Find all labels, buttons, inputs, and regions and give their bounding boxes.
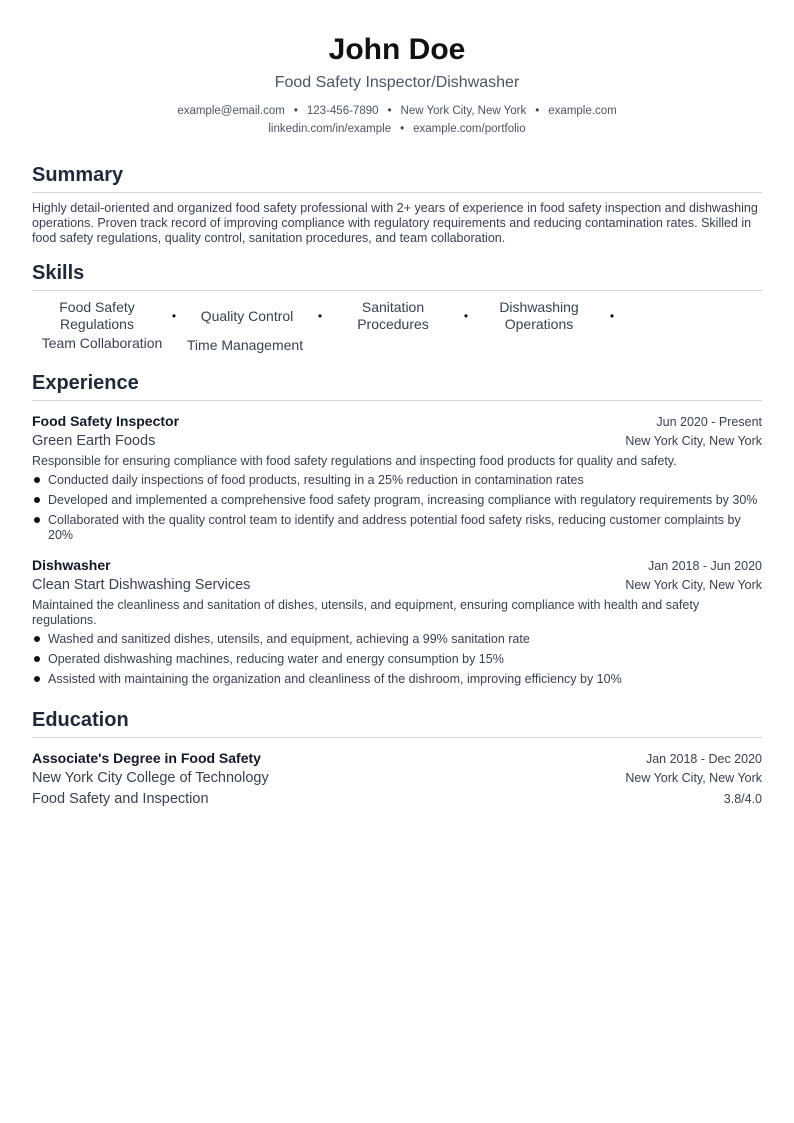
summary-text: Highly detail-oriented and organized food safety professional with 2+ years of experience in food safety inspection and dishwashing operations. Proven track record of improving compliance with regulatory requirements and reducing contamination rates. Skilled in food safety regulations, quality control, sanitation procedures, and team collaboration. bbox=[32, 201, 758, 245]
bullet-icon bbox=[34, 517, 40, 523]
job-date: Jun 2020 - Present bbox=[656, 415, 762, 429]
degree: Associate's Degree in Food Safety bbox=[32, 750, 261, 766]
portfolio-link[interactable]: example.com/portfolio bbox=[413, 123, 526, 135]
experience-section bbox=[32, 370, 762, 687]
job-bullets bbox=[32, 632, 762, 687]
separator-dot: • bbox=[400, 123, 405, 135]
linkedin-link[interactable]: linkedin.com/in/example bbox=[268, 123, 392, 135]
phone-number: 123-456-7890 bbox=[306, 105, 379, 117]
education-section bbox=[32, 707, 762, 810]
skill-item: Quality Control bbox=[200, 307, 294, 324]
job-location: New York City, New York bbox=[625, 434, 762, 448]
bullet-text: Washed and sanitized dishes, utensils, and equipment, achieving a 99% sanitation rate bbox=[48, 632, 530, 646]
candidate-name: John Doe bbox=[328, 33, 466, 66]
skill-item: Time Management bbox=[186, 337, 304, 353]
skills-heading: Skills bbox=[32, 260, 762, 291]
candidate-title: Food Safety Inspector/Dishwasher bbox=[274, 74, 520, 91]
list-item bbox=[32, 652, 762, 667]
skill-item: Sanitation Procedures bbox=[357, 299, 429, 332]
job-description: Responsible for ensuring compliance with food safety regulations and inspecting food products for quality and safety. bbox=[32, 454, 677, 468]
skill-item: Team Collaboration bbox=[41, 335, 163, 351]
bullet-text: Collaborated with the quality control team to identify and address potential food safety risks, reducing customer complaints by 20% bbox=[48, 513, 741, 542]
field-of-study: Food Safety and Inspection bbox=[32, 791, 209, 807]
job-company: Green Earth Foods bbox=[32, 433, 156, 449]
separator-dot: • bbox=[463, 309, 469, 323]
skill-item: Food Safety Regulations bbox=[59, 299, 135, 332]
list-item bbox=[32, 672, 762, 687]
bullet-text: Operated dishwashing machines, reducing water and energy consumption by 15% bbox=[48, 652, 504, 666]
contact-line-2 bbox=[32, 120, 762, 138]
contact-line-1 bbox=[32, 102, 762, 120]
skills-section bbox=[32, 260, 762, 354]
experience-heading: Experience bbox=[32, 370, 762, 401]
bullet-icon bbox=[34, 676, 40, 682]
skill-item: Dishwashing Operations bbox=[499, 299, 579, 332]
location: New York City, New York bbox=[400, 105, 527, 117]
job-role: Food Safety Inspector bbox=[32, 413, 180, 429]
job-description: Maintained the cleanliness and sanitation of dishes, utensils, and equipment, ensuring compliance with health and safety regulations. bbox=[32, 598, 700, 627]
bullet-icon bbox=[34, 636, 40, 642]
bullet-text: Conducted daily inspections of food products, resulting in a 25% reduction in contamination rates bbox=[48, 473, 584, 487]
separator-dot: • bbox=[535, 105, 540, 117]
job-location: New York City, New York bbox=[625, 578, 762, 592]
job-bullets bbox=[32, 473, 762, 543]
bullet-text: Developed and implemented a comprehensive food safety program, increasing compliance with regulatory requirements by 30% bbox=[48, 493, 758, 507]
list-item bbox=[32, 473, 762, 488]
bullet-icon bbox=[34, 656, 40, 662]
job-date: Jan 2018 - Jun 2020 bbox=[648, 559, 762, 573]
summary-heading: Summary bbox=[32, 162, 762, 193]
list-item bbox=[32, 513, 762, 543]
school: New York City College of Technology bbox=[32, 770, 269, 786]
list-item bbox=[32, 493, 762, 508]
gpa: 3.8/4.0 bbox=[723, 792, 762, 806]
separator-dot: • bbox=[317, 309, 323, 323]
email-link[interactable]: example@email.com bbox=[177, 105, 285, 117]
list-item bbox=[32, 632, 762, 647]
skills-list bbox=[32, 299, 762, 354]
website-link[interactable]: example.com bbox=[548, 105, 617, 117]
bullet-icon bbox=[34, 497, 40, 503]
school-location: New York City, New York bbox=[625, 771, 762, 785]
education-entry bbox=[32, 748, 762, 810]
job-role: Dishwasher bbox=[32, 557, 111, 573]
job-entry bbox=[32, 411, 762, 543]
education-heading: Education bbox=[32, 707, 762, 738]
job-entry bbox=[32, 555, 762, 687]
separator-dot: • bbox=[293, 105, 298, 117]
separator-dot: • bbox=[171, 309, 177, 323]
bullet-text: Assisted with maintaining the organization and cleanliness of the dishroom, improving efficiency by 10% bbox=[48, 672, 622, 686]
separator-dot: • bbox=[387, 105, 392, 117]
education-date: Jan 2018 - Dec 2020 bbox=[645, 752, 762, 766]
job-company: Clean Start Dishwashing Services bbox=[32, 577, 251, 593]
separator-dot: • bbox=[609, 309, 615, 323]
summary-section bbox=[32, 162, 762, 246]
bullet-icon bbox=[34, 477, 40, 483]
